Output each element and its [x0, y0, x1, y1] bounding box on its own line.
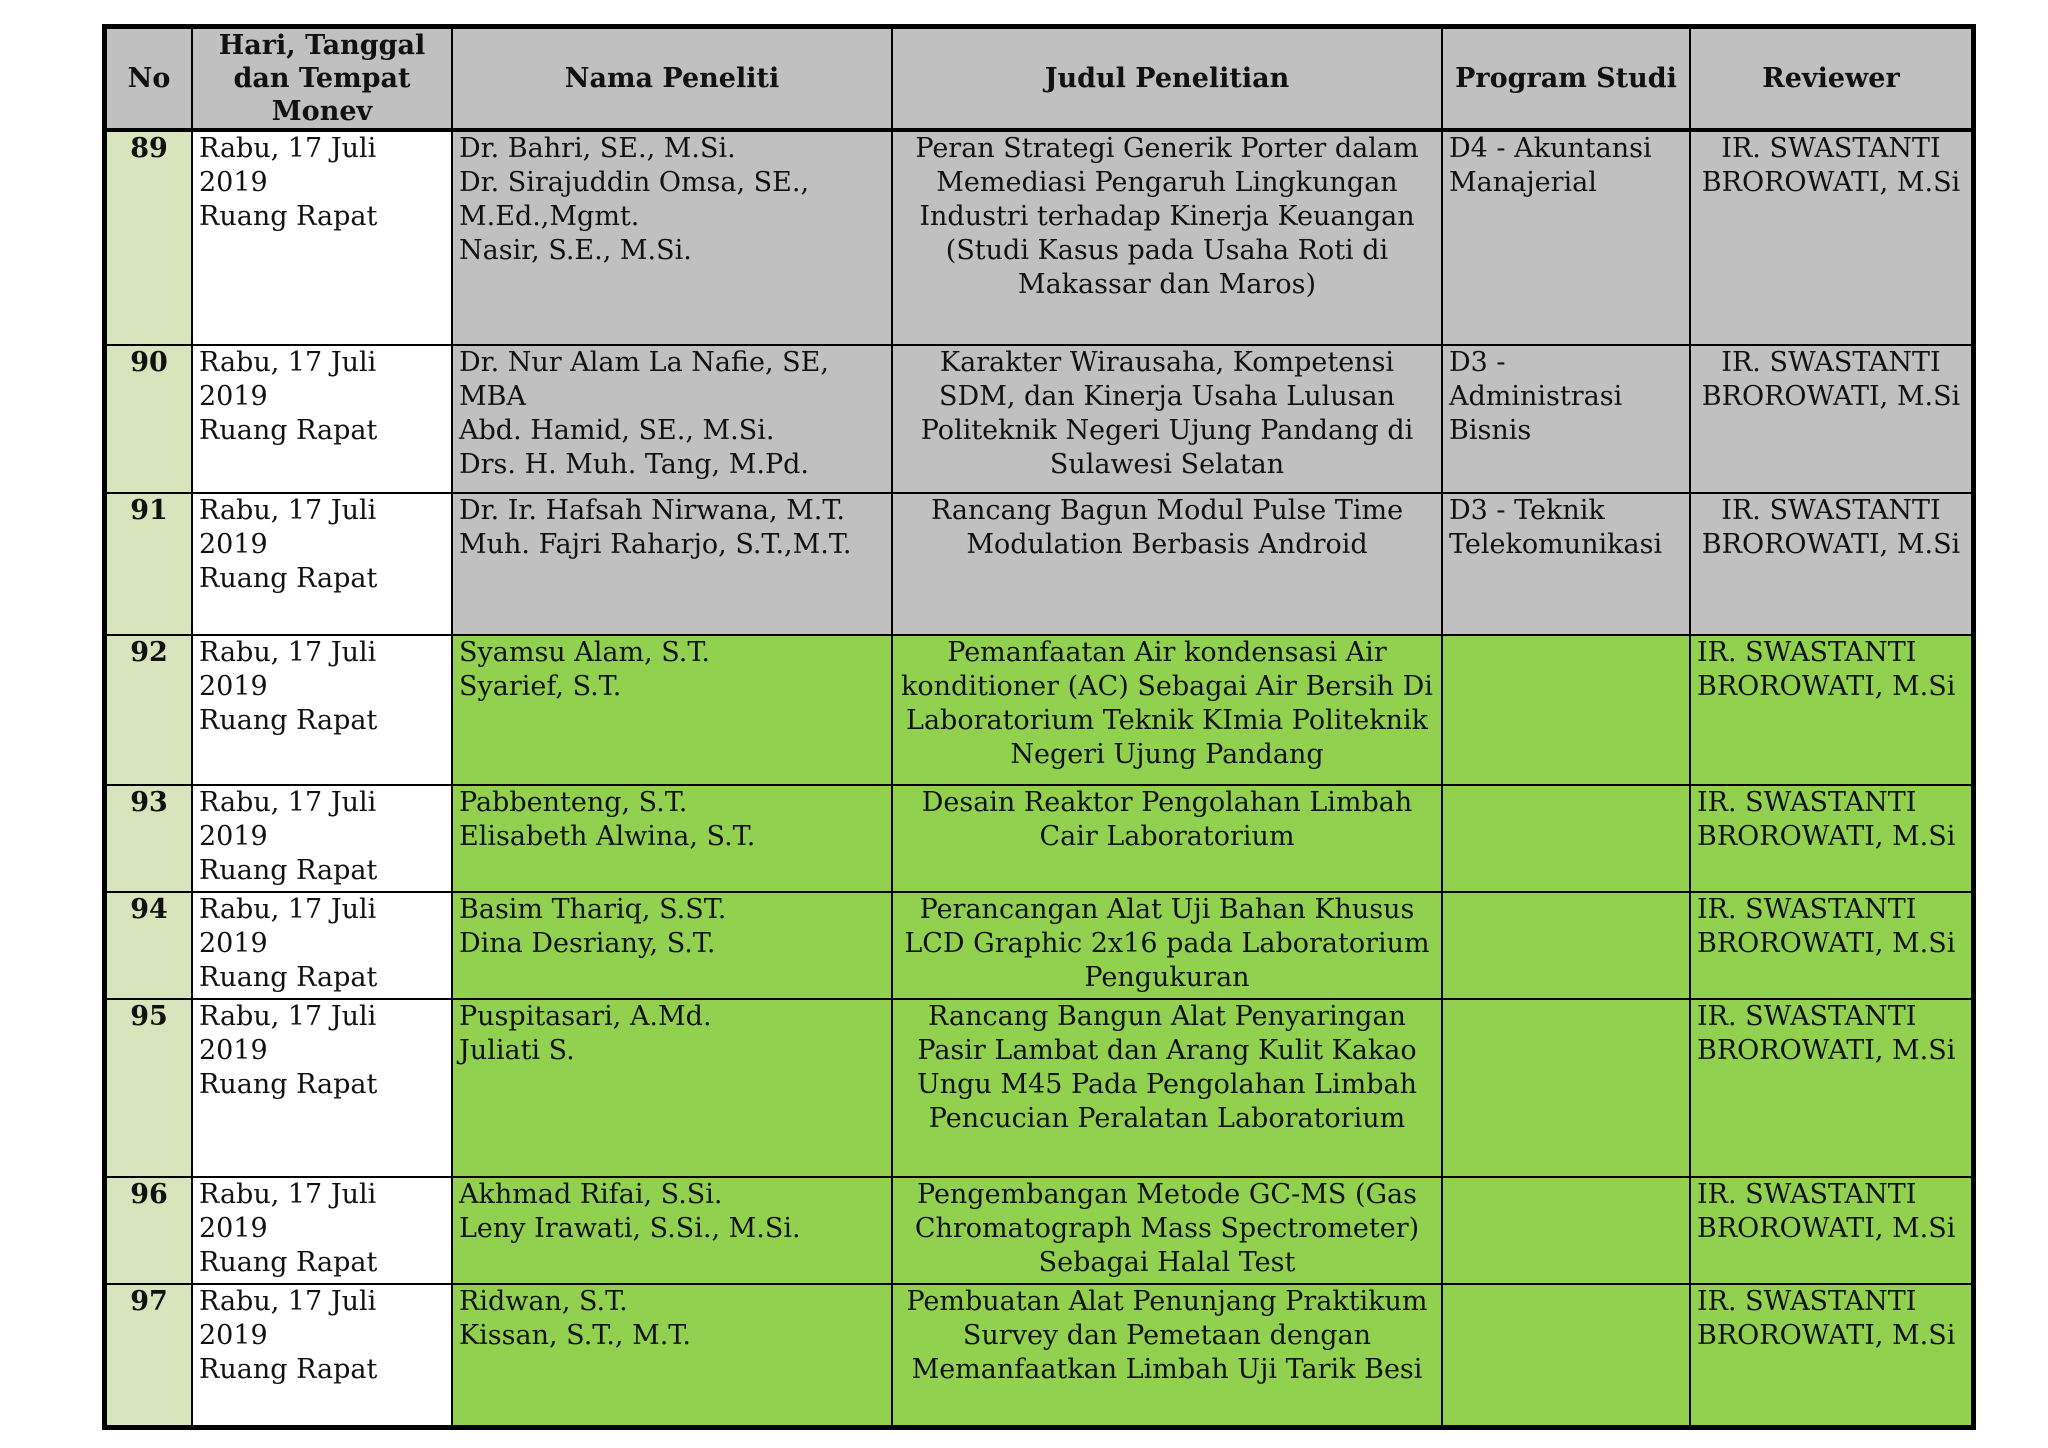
- row-title: Pembuatan Alat Penunjang Praktikum Survey dan Pemetaan dengan Memanfaatkan Limbah Uji Tarik Besi: [892, 1284, 1442, 1426]
- row-date: Rabu, 17 Juli 2019 Ruang Rapat: [192, 635, 452, 785]
- row-reviewer: IR. SWASTANTI BROROWATI, M.Si: [1690, 1284, 1972, 1426]
- row-number: 93: [106, 785, 192, 892]
- row-date: Rabu, 17 Juli 2019 Ruang Rapat: [192, 493, 452, 635]
- row-number: 91: [106, 493, 192, 635]
- row-researchers: Dr. Bahri, SE., M.Si. Dr. Sirajuddin Omsa, SE., M.Ed.,Mgmt. Nasir, S.E., M.Si.: [452, 130, 892, 345]
- table-row: [106, 1284, 1972, 1426]
- row-researchers: Pabbenteng, S.T. Elisabeth Alwina, S.T.: [452, 785, 892, 892]
- row-number: 97: [106, 1284, 192, 1426]
- row-number: 89: [106, 130, 192, 345]
- row-program: D3 - Teknik Telekomunikasi: [1442, 493, 1690, 635]
- monev-schedule-sheet: [105, 27, 1973, 1427]
- row-researchers: Basim Thariq, S.ST. Dina Desriany, S.T.: [452, 892, 892, 999]
- row-title: Pengembangan Metode GC-MS (Gas Chromatograph Mass Spectrometer) Sebagai Halal Test: [892, 1177, 1442, 1284]
- header-program: Program Studi: [1442, 28, 1690, 130]
- row-researchers: Syamsu Alam, S.T. Syarief, S.T.: [452, 635, 892, 785]
- row-researchers: Dr. Nur Alam La Nafie, SE, MBA Abd. Hamid, SE., M.Si. Drs. H. Muh. Tang, M.Pd.: [452, 345, 892, 493]
- row-researchers: Dr. Ir. Hafsah Nirwana, M.T. Muh. Fajri Raharjo, S.T.,M.T.: [452, 493, 892, 635]
- row-program: D3 - Administrasi Bisnis: [1442, 345, 1690, 493]
- row-title: Perancangan Alat Uji Bahan Khusus LCD Graphic 2x16 pada Laboratorium Pengukuran: [892, 892, 1442, 999]
- row-number: 96: [106, 1177, 192, 1284]
- row-reviewer: IR. SWASTANTI BROROWATI, M.Si: [1690, 130, 1972, 345]
- row-program: [1442, 999, 1690, 1177]
- row-reviewer: IR. SWASTANTI BROROWATI, M.Si: [1690, 999, 1972, 1177]
- row-title: Pemanfaatan Air kondensasi Air konditioner (AC) Sebagai Air Bersih Di Laboratorium Teknik KImia Politeknik Negeri Ujung Pandang: [892, 635, 1442, 785]
- header-row: [106, 28, 1972, 130]
- table-row: [106, 785, 1972, 892]
- row-program: [1442, 1177, 1690, 1284]
- table-row: [106, 892, 1972, 999]
- row-date: Rabu, 17 Juli 2019 Ruang Rapat: [192, 892, 452, 999]
- header-reviewer: Reviewer: [1690, 28, 1972, 130]
- table-row: [106, 999, 1972, 1177]
- row-program: [1442, 892, 1690, 999]
- row-title: Peran Strategi Generik Porter dalam Memediasi Pengaruh Lingkungan Industri terhadap Kinerja Keuangan (Studi Kasus pada Usaha Roti di Makassar dan Maros): [892, 130, 1442, 345]
- row-date: Rabu, 17 Juli 2019 Ruang Rapat: [192, 1177, 452, 1284]
- header-researchers: Nama Peneliti: [452, 28, 892, 130]
- row-researchers: Ridwan, S.T. Kissan, S.T., M.T.: [452, 1284, 892, 1426]
- header-title: Judul Penelitian: [892, 28, 1442, 130]
- row-date: Rabu, 17 Juli 2019 Ruang Rapat: [192, 785, 452, 892]
- row-title: Rancang Bagun Modul Pulse Time Modulation Berbasis Android: [892, 493, 1442, 635]
- table-row: [106, 493, 1972, 635]
- monev-schedule-table: [105, 27, 1973, 1427]
- row-title: Rancang Bangun Alat Penyaringan Pasir Lambat dan Arang Kulit Kakao Ungu M45 Pada Pengolahan Limbah Pencucian Peralatan Laboratorium: [892, 999, 1442, 1177]
- row-reviewer: IR. SWASTANTI BROROWATI, M.Si: [1690, 1177, 1972, 1284]
- row-program: [1442, 635, 1690, 785]
- row-number: 90: [106, 345, 192, 493]
- row-date: Rabu, 17 Juli 2019 Ruang Rapat: [192, 1284, 452, 1426]
- row-researchers: Puspitasari, A.Md. Juliati S.: [452, 999, 892, 1177]
- header-no: No: [106, 28, 192, 130]
- row-date: Rabu, 17 Juli 2019 Ruang Rapat: [192, 130, 452, 345]
- row-researchers: Akhmad Rifai, S.Si. Leny Irawati, S.Si., M.Si.: [452, 1177, 892, 1284]
- row-reviewer: IR. SWASTANTI BROROWATI, M.Si: [1690, 493, 1972, 635]
- table-row: [106, 130, 1972, 345]
- row-number: 94: [106, 892, 192, 999]
- row-title: Desain Reaktor Pengolahan Limbah Cair Laboratorium: [892, 785, 1442, 892]
- row-title: Karakter Wirausaha, Kompetensi SDM, dan Kinerja Usaha Lulusan Politeknik Negeri Ujung Pandang di Sulawesi Selatan: [892, 345, 1442, 493]
- table-row: [106, 345, 1972, 493]
- row-program: [1442, 1284, 1690, 1426]
- row-number: 95: [106, 999, 192, 1177]
- row-date: Rabu, 17 Juli 2019 Ruang Rapat: [192, 999, 452, 1177]
- row-reviewer: IR. SWASTANTI BROROWATI, M.Si: [1690, 785, 1972, 892]
- table-row: [106, 1177, 1972, 1284]
- row-date: Rabu, 17 Juli 2019 Ruang Rapat: [192, 345, 452, 493]
- row-reviewer: IR. SWASTANTI BROROWATI, M.Si: [1690, 892, 1972, 999]
- table-row: [106, 635, 1972, 785]
- row-reviewer: IR. SWASTANTI BROROWATI, M.Si: [1690, 345, 1972, 493]
- row-number: 92: [106, 635, 192, 785]
- row-reviewer: IR. SWASTANTI BROROWATI, M.Si: [1690, 635, 1972, 785]
- header-date: Hari, Tanggal dan Tempat Monev: [192, 28, 452, 130]
- row-program: [1442, 785, 1690, 892]
- row-program: D4 - Akuntansi Manajerial: [1442, 130, 1690, 345]
